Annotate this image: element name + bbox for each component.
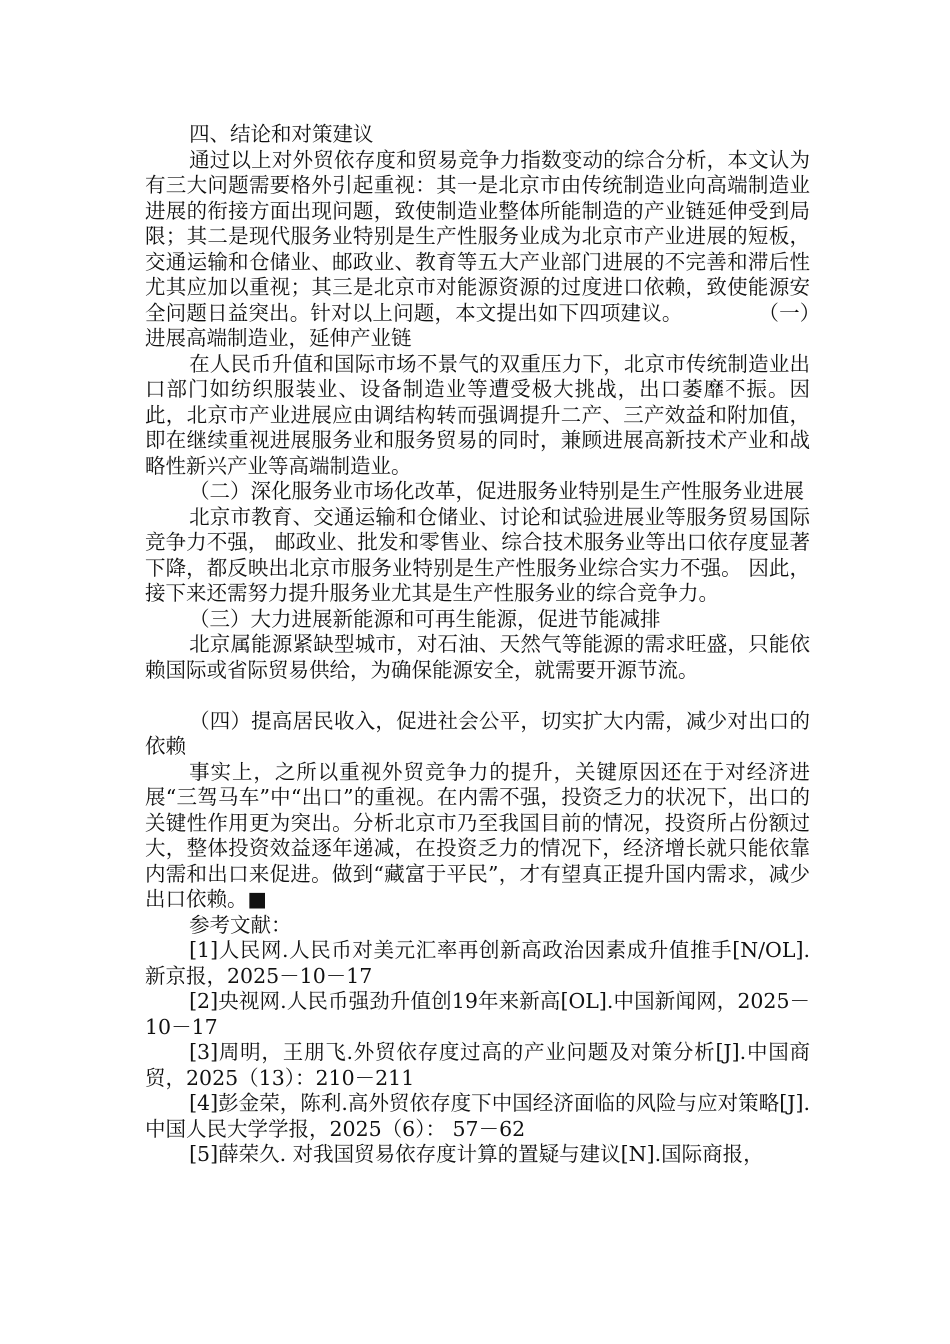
paragraph-domestic-demand: 事实上，之所以重视外贸竞争力的提升，关键原因还在于对经济进展“三驾马车”中“出口”的重视。在内需不强，投资乏力的状况下，出口的关键性作用更为突出。分析北京市乃至我国目前的情况，投资所占份额过大，整体投资效益逐年递减，在投资乏力的情况下，经济增长就只能依靠内需和出口来促进。做到“藏富于平民”，才有望真正提升国内需求，减少出口依赖。■ — [145, 759, 810, 911]
reference-item: [4]彭金荣，陈利.高外贸依存度下中国经济面临的风险与应对策略[J]. 中国人民大学学报，2025（6）： 57－62 — [145, 1091, 810, 1141]
document-body — [145, 122, 810, 1168]
paragraph-manufacturing: 在人民币升值和国际市场不景气的双重压力下，北京市传统制造业出口部门如纺织服装业、设备制造业等遭受极大挑战，出口萎靡不振。因此，北京市产业进展应由调结构转而强调提升二产、三产效益和附加值，即在继续重视进展服务业和服务贸易的同时，兼顾进展高新技术产业和战略性新兴产业等高端制造业。 — [145, 351, 810, 478]
blank-line — [145, 683, 810, 709]
reference-item: [1]人民网.人民币对美元汇率再创新高政治因素成升值推手[N/OL].新京报，2025－10－17 — [145, 938, 810, 988]
subheading-3: （三）大力进展新能源和可再生能源，促进节能减排 — [189, 606, 661, 631]
paragraph-services: 北京市教育、交通运输和仓储业、讨论和试验进展业等服务贸易国际竞争力不强， 邮政业、批发和零售业、综合技术服务业等出口依存度显著下降，都反映出北京市服务业特别是生产性服务业综合实力不强。 因此， 接下来还需努力提升服务业尤其是生产性服务业的综合竞争力。 — [145, 504, 810, 605]
references-title: 参考文献： — [189, 912, 292, 937]
paragraph-conclusion — [145, 148, 810, 352]
reference-item: [2]央视网.人民币强劲升值创19年来新高[OL].中国新闻网，2025－10－17 — [145, 989, 810, 1039]
section-title: 四、结论和对策建议 — [189, 122, 374, 146]
subheading-1: （一）进展高端制造业，延伸产业链 — [145, 300, 811, 350]
paragraph-conclusion-text: 通过以上对外贸依存度和贸易竞争力指数变动的综合分析，本文认为有三大问题需要格外引起重视：其一是北京市由传统制造业向高端制造业进展的衔接方面出现问题，致使制造业整体所能制造的产业链延伸受到局限；其二是现代服务业特别是生产性服务业成为北京市产业进展的短板，交通运输和仓储业、邮政业、教育等五大产业部门进展的不完善和滞后性尤其应加以重视；其三是北京市对能源资源的过度进口依赖，致使能源安全问题日益突出。针对以上问题，本文提出如下四项建议。 — [145, 147, 810, 325]
subheading-2: （二）深化服务业市场化改革，促进服务业特别是生产性服务业进展 — [189, 479, 805, 503]
paragraph-energy: 北京属能源紧缺型城市，对石油、天然气等能源的需求旺盛，只能依赖国际或省际贸易供给，为确保能源安全，就需要开源节流。 — [145, 632, 810, 682]
reference-item: [5]薛荣久. 对我国贸易依存度计算的置疑与建议[N].国际商报， — [189, 1142, 764, 1166]
subheading-4: （四）提高居民收入，促进社会公平，切实扩大内需，减少对出口的依赖 — [145, 708, 810, 758]
reference-item: [3]周明，王朋飞.外贸依存度过高的产业问题及对策分析[J].中国商贸，2025（13）：210－211 — [145, 1040, 810, 1090]
